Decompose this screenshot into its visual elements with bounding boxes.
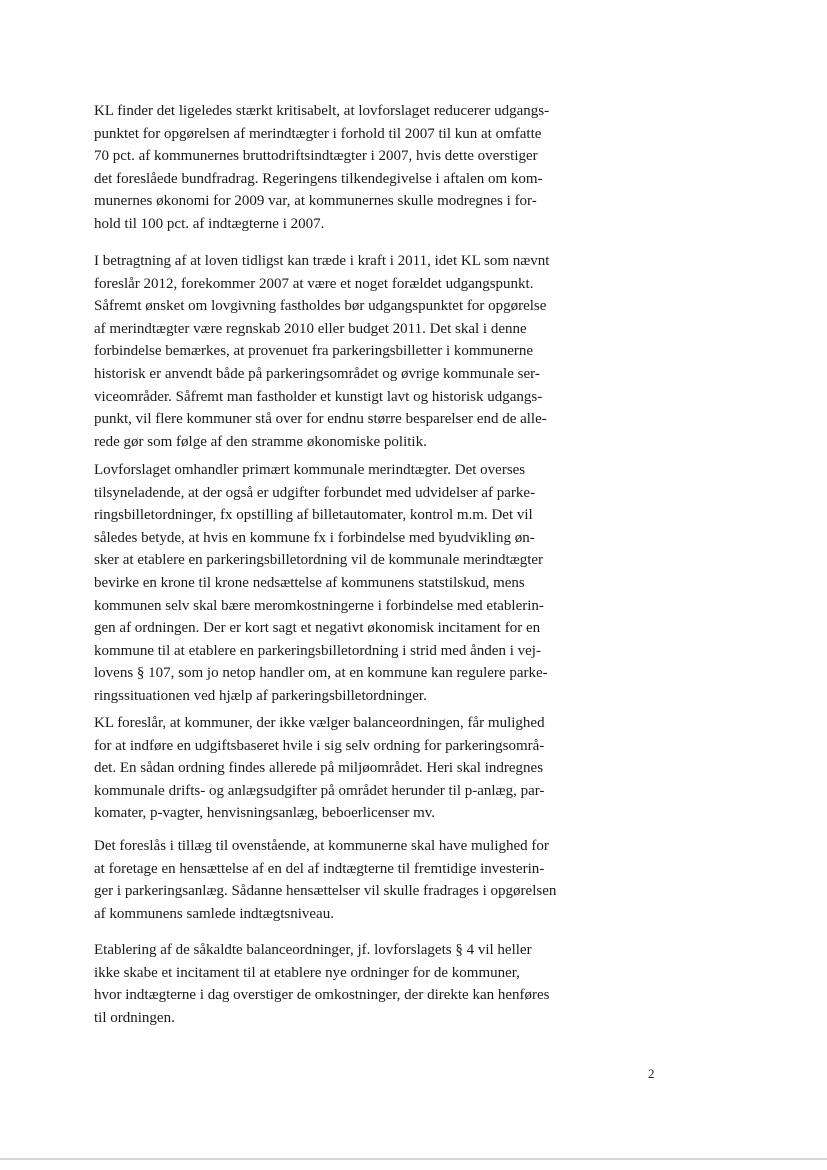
paragraph-line: foreslår 2012, forekommer 2007 at være et noget forældet udgangspunkt. [94, 275, 534, 292]
paragraph-line: KL foreslår, at kommuner, der ikke vælger balanceordningen, får mulighed [94, 715, 545, 731]
paragraph-line: det foreslåede bundfradrag. Regeringens tilkendegivelse i aftalen om kom- [94, 170, 543, 187]
paragraph-line: kommunen selv skal bære meromkostningerne i forbindelse med etablerin- [94, 597, 544, 614]
paragraph-line: ger i parkeringsanlæg. Sådanne hensættelser vil skulle fradrages i opgørelsen [94, 883, 557, 900]
paragraph-line: af kommunens samlede indtægtsniveau. [94, 905, 334, 922]
paragraph-line: I betragtning af at loven tidligst kan træde i kraft i 2011, idet KL som nævnt [94, 253, 550, 269]
paragraph-line: viceområder. Såfremt man fastholder et kunstigt lavt og historisk udgangs- [94, 388, 543, 405]
paragraph-line: således betyde, at hvis en kommune fx i forbindelse med byudvikling øn- [94, 529, 535, 546]
paragraph-line: historisk er anvendt både på parkeringsområdet og øvrige kommunale ser- [94, 365, 540, 382]
paragraph-line: hvor indtægterne i dag overstiger de omkostninger, der direkte kan henføres [94, 987, 550, 1004]
paragraph-line: til ordningen. [94, 1009, 175, 1026]
paragraph-line: Det foreslås i tillæg til ovenstående, at kommunerne skal have mulighed for [94, 838, 549, 854]
paragraph-3 [94, 459, 624, 708]
paragraph-line: Såfremt ønsket om lovgivning fastholdes bør udgangspunktet for opgørelse [94, 298, 547, 315]
paragraph-line: gen af ordningen. Der er kort sagt et negativt økonomisk incitament for en [94, 620, 541, 637]
paragraph-line: KL finder det ligeledes stærkt kritisabelt, at lovforslaget reducerer udgangs- [94, 103, 550, 119]
paragraph-line: rede gør som følge af den stramme økonomiske politik. [94, 433, 427, 450]
paragraph-line: at foretage en hensættelse af en del af indtægterne til fremtidige investerin- [94, 860, 545, 877]
paragraph-2 [94, 250, 624, 453]
scan-edge-divider [0, 1158, 827, 1160]
paragraph-line: for at indføre en udgiftsbaseret hvile i sig selv ordning for parkeringsområ- [94, 737, 545, 754]
paragraph-line: komater, p-vagter, henvisningsanlæg, beboerlicenser mv. [94, 805, 436, 822]
paragraph-line: Etablering af de såkaldte balanceordninger, jf. lovforslagets § 4 vil heller [94, 942, 532, 958]
paragraph-1 [94, 100, 624, 236]
page-number: 2 [648, 1066, 655, 1081]
paragraph-4 [94, 712, 624, 825]
paragraph-line: sker at etablere en parkeringsbilletordning vil de kommunale merindtægter [94, 552, 544, 569]
paragraph-line: munernes økonomi for 2009 var, at kommunernes skulle modregnes i for- [94, 193, 537, 210]
paragraph-6 [94, 939, 624, 1029]
paragraph-line: ringssituationen ved hjælp af parkeringsbilletordninger. [94, 687, 427, 704]
paragraph-line: tilsyneladende, at der også er udgifter forbundet med udvidelser af parke- [94, 484, 536, 501]
paragraph-line: af merindtægter være regnskab 2010 eller budget 2011. Det skal i denne [94, 320, 527, 337]
paragraph-line: 70 pct. af kommunernes bruttodriftsindtægter i 2007, hvis dette overstiger [94, 148, 538, 165]
paragraph-line: kommunale drifts- og anlægsudgifter på området herunder til p-anlæg, par- [94, 782, 545, 799]
paragraph-line: lovens § 107, som jo netop handler om, at en kommune kan regulere parke- [94, 665, 548, 682]
paragraph-line: kommune til at etablere en parkeringsbilletordning i strid med ånden i vej- [94, 642, 541, 659]
paragraph-line: punktet for opgørelsen af merindtægter i forhold til 2007 til kun at omfatte [94, 125, 542, 142]
paragraph-line: punkt, vil flere kommuner stå over for endnu større besparelser end de alle- [94, 411, 547, 428]
paragraph-line: bevirke en krone til krone nedsættelse af kommunens statstilskud, mens [94, 574, 525, 591]
paragraph-line: forbindelse bemærkes, at provenuet fra parkeringsbilletter i kommunerne [94, 343, 534, 360]
paragraph-line: det. En sådan ordning findes allerede på miljøområdet. Heri skal indregnes [94, 760, 544, 777]
paragraph-5 [94, 835, 624, 925]
paragraph-line: ringsbilletordninger, fx opstilling af billetautomater, kontrol m.m. Det vil [94, 507, 533, 524]
paragraph-line: hold til 100 pct. af indtægterne i 2007. [94, 215, 325, 232]
paragraph-line: Lovforslaget omhandler primært kommunale merindtægter. Det overses [94, 462, 526, 478]
paragraph-line: ikke skabe et incitament til at etablere nye ordninger for de kommuner, [94, 964, 520, 981]
